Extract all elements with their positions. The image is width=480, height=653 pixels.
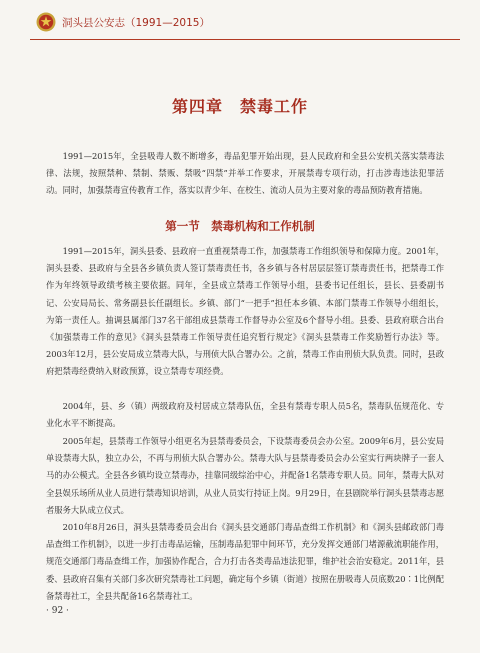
body-paragraph-4: 2010年8月26日，洞头县禁毒委员会出台《洞头县交通部门毒品查缉工作机制》和《洞头县邮政部门毒品查缉工作机制》，以进一步打击毒品运输，压制毒品犯罪中间环节，充分发挥交通部门堵源截流职能作用，规范交通部门毒品查缉工作，加强协作配合，合力打击各类毒品违法犯罪，维护社会治安稳定。2011年，县委、县政府召集有关部门多次研究禁毒社工问题，确定每个乡镇（街道）按照在册吸毒人员底数20∶1比例配备禁毒社工，全县共配备16名禁毒社工。 xyxy=(46,522,444,601)
page-header xyxy=(0,0,480,46)
page-number: · 92 · xyxy=(46,606,69,616)
chapter-title: 第四章 禁毒工作 xyxy=(171,97,308,116)
intro-paragraph: 1991—2015年，全县吸毒人数不断增多，毒品犯罪开始出现，县人民政府和全县公安机关落实禁毒法律、法规，按照禁种、禁制、禁贩、禁吸“四禁”并举工作要求，开展禁毒专项行动，打击涉毒违法犯罪活动。同时，加强禁毒宣传教育工作，落实以青少年、在校生、流动人员为主要对象的毒品预防教育措施。 xyxy=(46,151,444,196)
body-paragraph-3: 2005年起，县禁毒工作领导小组更名为县禁毒委员会，下设禁毒委员会办公室。2009年6月，县公安局单设禁毒大队，独立办公，不再与刑侦大队合署办公。禁毒大队与县禁毒委员会办公室实行两块牌子一套人马的办公模式。全县各乡镇均设立禁毒办，挂靠同级综治中心，并配备1名禁毒专职人员。同年，禁毒大队对全县娱乐场所从业人员进行禁毒知识培训，从业人员实行持证上岗。9月29日，在县剧院举行洞头县禁毒志愿者服务大队成立仪式。 xyxy=(46,436,444,515)
section-title: 第一节 禁毒机构和工作机制 xyxy=(165,219,315,233)
police-emblem-icon xyxy=(36,12,56,32)
body-paragraph-1: 1991—2015年，洞头县委、县政府一直重视禁毒工作，加强禁毒工作组织领导和保障力度。2001年，洞头县委、县政府与全县各乡镇负责人签订禁毒责任书，各乡镇与各村居层层签订禁毒责任书，把禁毒工作作为年终领导政绩考核主要依据。同年，全县成立禁毒工作领导小组，县委书记任组长，县长、县委副书记、公安局局长、常务副县长任副组长。乡镇、部门“一把手”担任本乡镇、本部门禁毒工作领导小组组长，为第一责任人。抽调县属部门37名干部组成县禁毒工作督导办公室及6个督导小组。县委、县政府联合出台《加强禁毒工作的意见》《洞头县禁毒工作领导责任追究暂行规定》《洞头县禁毒工作奖励暂行办法》等。2003年12月，县公安局成立禁毒大队，与刑侦大队合署办公。之前，禁毒工作由刑侦大队负责。同时，县政府把禁毒经费纳入财政预算，设立禁毒专项经费。 xyxy=(46,246,444,377)
header-title: 洞头县公安志（1991—2015） xyxy=(62,17,210,29)
header-divider xyxy=(30,39,460,40)
body-paragraph-2: 2004年，县、乡（镇）两级政府及村居成立禁毒队伍，全县有禁毒专职人员5名，禁毒队伍规范化、专业化水平不断提高。 xyxy=(46,401,444,429)
